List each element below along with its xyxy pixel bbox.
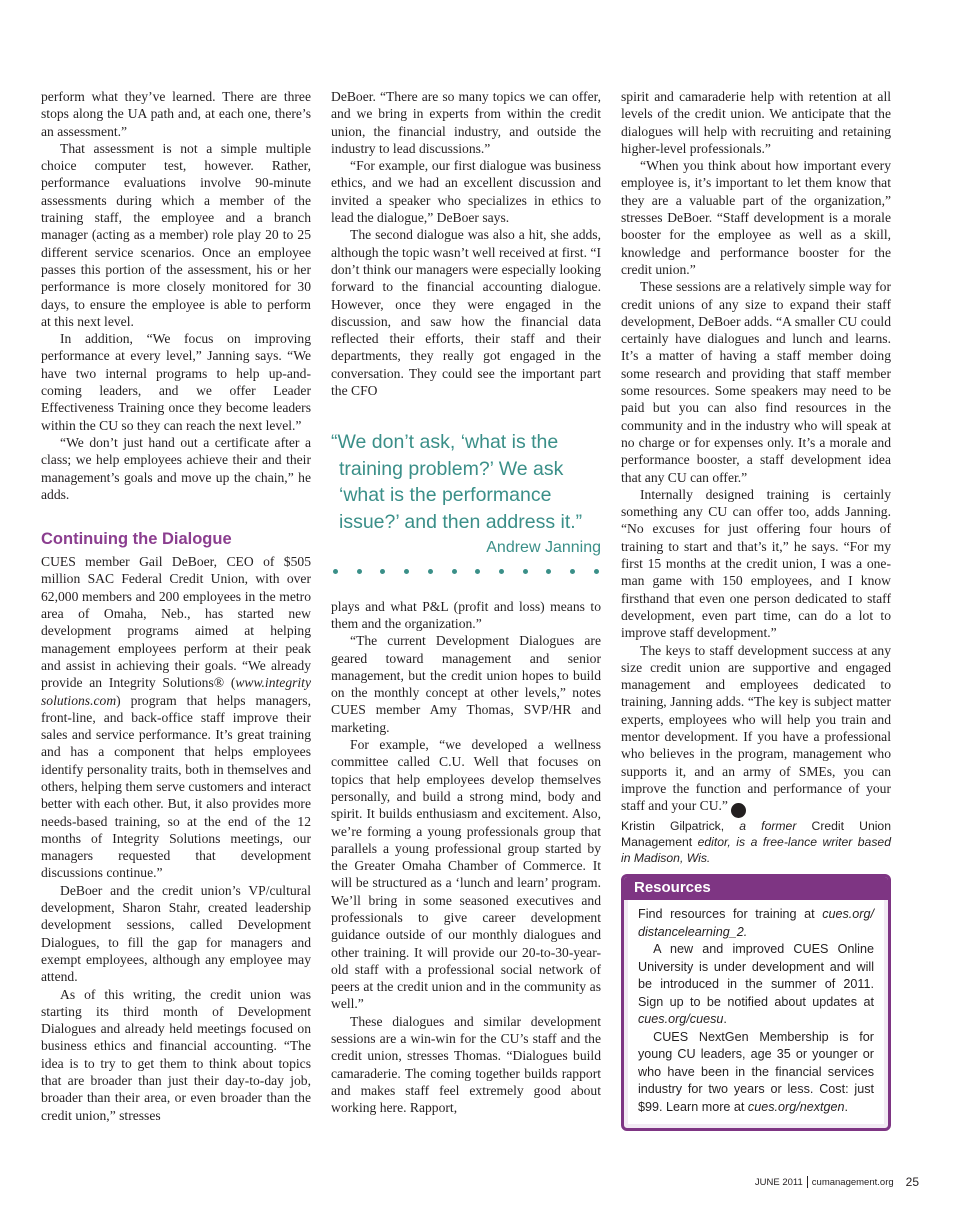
resources-text: A new and improved CUES Online University is under development and will be introduced in the summer of 2011. Sign up to be notified about updates at xyxy=(638,942,874,1009)
page-number: 25 xyxy=(905,1175,919,1189)
resources-text: . xyxy=(723,1012,727,1027)
resources-link[interactable]: cues.org/nextgen xyxy=(747,1099,845,1114)
dotted-divider xyxy=(331,569,601,574)
resources-paragraph xyxy=(638,906,874,941)
paragraph: Internally designed training is certainly something any CU can offer too, adds Janning. “No excuses for just offering four hours of training to start and that’s it,” he says. “For my first 15 months at the credit union, I was a one-man game with 150 employees, and I know firsthand that even one person dedicated to staff development, even part time, can do a lot to improve staff development.” xyxy=(621,486,891,641)
section-heading: Continuing the Dialogue xyxy=(41,530,232,549)
resources-title: Resources xyxy=(624,877,888,900)
paragraph: perform what they’ve learned. There are three stops along the UA path and, at each one, there’s an assessment.” xyxy=(41,89,311,139)
pull-quote-attribution: Andrew Janning xyxy=(486,539,601,557)
divider-dot xyxy=(428,569,433,574)
publication-name: Credit Union Management xyxy=(621,819,891,850)
pull-quote xyxy=(331,429,601,556)
paragraph: The second dialogue was also a hit, she adds, although the topic wasn’t well received at first. “I don’t think our managers were especially looking forward to the financial accounting dialogue. However, once they were engaged in the discussion, and saw how the financial data reflected their efforts, their staff and their departments, they really got engaged in the conversation. They could see the important part the CFO xyxy=(331,227,601,399)
paragraph: “The current Development Dialogues are geared toward management and senior management, but the credit union hopes to build on the monthly concept at other levels,” notes CUES member Amy Thomas, SVP/HR and marketing. xyxy=(331,633,601,735)
paragraph-text: The keys to staff development success at any size credit union are supportive and engaged management and employees dedicated to training, Janning adds. “The key is subject matter experts, employees who will help you train and mentor development. If you have a professional who believes in the program, management who supports it, and an army of SMEs, you can improve the function and performance of your staff and your CU.” xyxy=(621,642,891,814)
issue-date: JUNE 2011 xyxy=(754,1176,803,1188)
resources-text: CUES NextGen Membership is for young CU leaders, age 35 or younger or who have been in the financial services industry for two years or less. Cost: just $99. Learn more at xyxy=(638,1029,874,1114)
bio-text: a former xyxy=(739,819,812,834)
paragraph: As of this writing, the credit union was starting its third month of Development Dialogues and already held meetings focused on business ethics and financial accounting. “The idea is to try to get them to think about topics that are broader than just their day-to-day job, broader than their area, or even broader than the credit union,” stresses xyxy=(41,986,311,1123)
paragraph xyxy=(621,642,891,819)
article-column-3 xyxy=(621,88,891,1131)
paragraph: That assessment is not a simple multiple choice computer test, however. Rather, performance evaluations involve 90-minute assessments during which a member of the training staff, the employee and a branch manager (acting as a member) role play 20 to 25 different service scenarios. Once an employee passes this portion of the assessment, his or her performance is more closely monitored for 30 days, to ensure the employee is able to perform at this next level. xyxy=(41,140,311,329)
divider-dot xyxy=(380,569,385,574)
resources-paragraph xyxy=(638,941,874,1029)
resources-text: . xyxy=(844,1099,849,1114)
author-bio xyxy=(621,818,891,866)
paragraph: DeBoer and the credit union’s VP/cultural development, Sharon Stahr, created leadership development sessions, called Development Dialogues, to fill the gap for managers and exempt employees, although any employee may attend. xyxy=(41,882,311,985)
paragraph: “We don’t just hand out a certificate after a class; we help employees achieve their and their management’s goals and move up the chain,” he adds. xyxy=(41,434,311,502)
resources-paragraph xyxy=(638,1029,874,1117)
footer-divider xyxy=(807,1176,808,1188)
paragraph: spirit and camaraderie help with retention at all levels of the credit union. We anticipate that the dialogues will help with recruiting and retaining higher-level professionals.” xyxy=(621,89,891,156)
resources-link[interactable]: cues.org/ distancelearning_2. xyxy=(638,907,874,939)
divider-dot xyxy=(499,569,504,574)
pull-quote-text: “We don’t ask, ‘what is the training problem?’ We ask ‘what is the performance issue?’ and then address it.” xyxy=(331,431,583,533)
article-column-1 xyxy=(41,88,311,1124)
site-url: cumanagement.org xyxy=(811,1176,894,1188)
resources-box xyxy=(621,874,891,1131)
author-name: Kristin Gilpatrick, xyxy=(621,819,740,834)
paragraph xyxy=(41,553,311,882)
paragraph: In addition, “We focus on improving performance at every level,” Janning says. “We have two internal programs to help up-and-coming leaders, and we offer Leader Effectiveness Training once they become leaders within the CU so they can reach the next level.” xyxy=(41,331,311,433)
resources-body xyxy=(628,900,884,1124)
divider-dot xyxy=(357,569,362,574)
bio-text: editor, is a free-lance writer based in Madison, Wis. xyxy=(621,835,891,866)
paragraph-text: ) program that helps managers, front-line, and back-office staff improve their sales and service performance. It’s great training and has a component that helps employees identify personality traits, both in themselves and others, helping them serve customers and interact better with each other. But, it also provides more needs-based training, so at the end of the 12 months of Integrity Solutions meetings, our managers requested that development discussions continue.” xyxy=(41,692,311,881)
paragraph: These sessions are a relatively simple way for credit unions of any size to expand their staff development, DeBoer adds. “A smaller CU could certainly have dialogues and lunch and learns. It’s a matter of having a staff member doing some research and providing that staff member some resources. Some speakers may need to be paid but you can also find resources in the community and in the industry who will speak at no charge or for expenses only. It’s a morale and performance booster, a staff development idea that any CU can offer.” xyxy=(621,279,891,485)
paragraph: “When you think about how important every employee is, it’s important to let them know that they are a valuable part of the organization,” stresses DeBoer. “Staff development is a morale booster for the employee as well as a skill, knowledge and performance booster for the credit union.” xyxy=(621,158,891,277)
paragraph-text: CUES member Gail DeBoer, CEO of $505 million SAC Federal Credit Union, with over 62,000 members and 200 employees in the metro area of Omaha, Neb., has started new development programs aimed at helping management employees perform at their peak and assist in achieving their goals. “We already provide an Integrity Solutions® ( xyxy=(41,554,311,691)
end-of-article-icon: ▲ xyxy=(731,803,746,818)
paragraph: These dialogues and similar development sessions are a win-win for the CU’s staff and the credit union, stresses Thomas. “Dialogues build camaraderie. The coming together builds rapport and makes staff feel extremely good about working here. Rapport, xyxy=(331,1013,601,1116)
paragraph: “For example, our first dialogue was business ethics, and we had an excellent discussion and invited a speaker who specializes in ethics to lead the dialogue,” DeBoer says. xyxy=(331,158,601,226)
page-footer xyxy=(755,1175,919,1189)
divider-dot xyxy=(570,569,575,574)
article-column-2 xyxy=(331,88,601,1117)
resources-link[interactable]: cues.org/cuesu xyxy=(638,1012,724,1027)
divider-dot xyxy=(452,569,457,574)
divider-dot xyxy=(523,569,528,574)
divider-dot xyxy=(333,569,338,574)
divider-dot xyxy=(475,569,480,574)
divider-dot xyxy=(404,569,409,574)
url-text: www.integrity solutions.com xyxy=(41,675,311,708)
divider-dot xyxy=(546,569,551,574)
divider-dot xyxy=(594,569,599,574)
resources-text: Find resources for training at xyxy=(638,907,823,922)
paragraph: plays and what P&L (profit and loss) means to them and the organization.” xyxy=(331,598,601,631)
paragraph: DeBoer. “There are so many topics we can offer, and we bring in experts from within the credit union, the financial industry, and outside the industry to lead discussions.” xyxy=(331,89,601,156)
paragraph: For example, “we developed a wellness committee called C.U. Well that focuses on topics that help employees develop themselves personally, and build a strong mind, body and spirit. It builds enthusiasm and excitement. Also, we’re forming a young professionals group that parallels a young professional group started by the Greater Omaha Chamber of Commerce. It will be structured as a ‘lunch and learn’ program. We’ll bring in some seasoned executives and professionals to give career development guidance outside of our monthly dialogues and other training. It will provide our 20-to-30-year-old staff with a professional social network of peers at the credit union and in the community as well.” xyxy=(331,737,601,1012)
